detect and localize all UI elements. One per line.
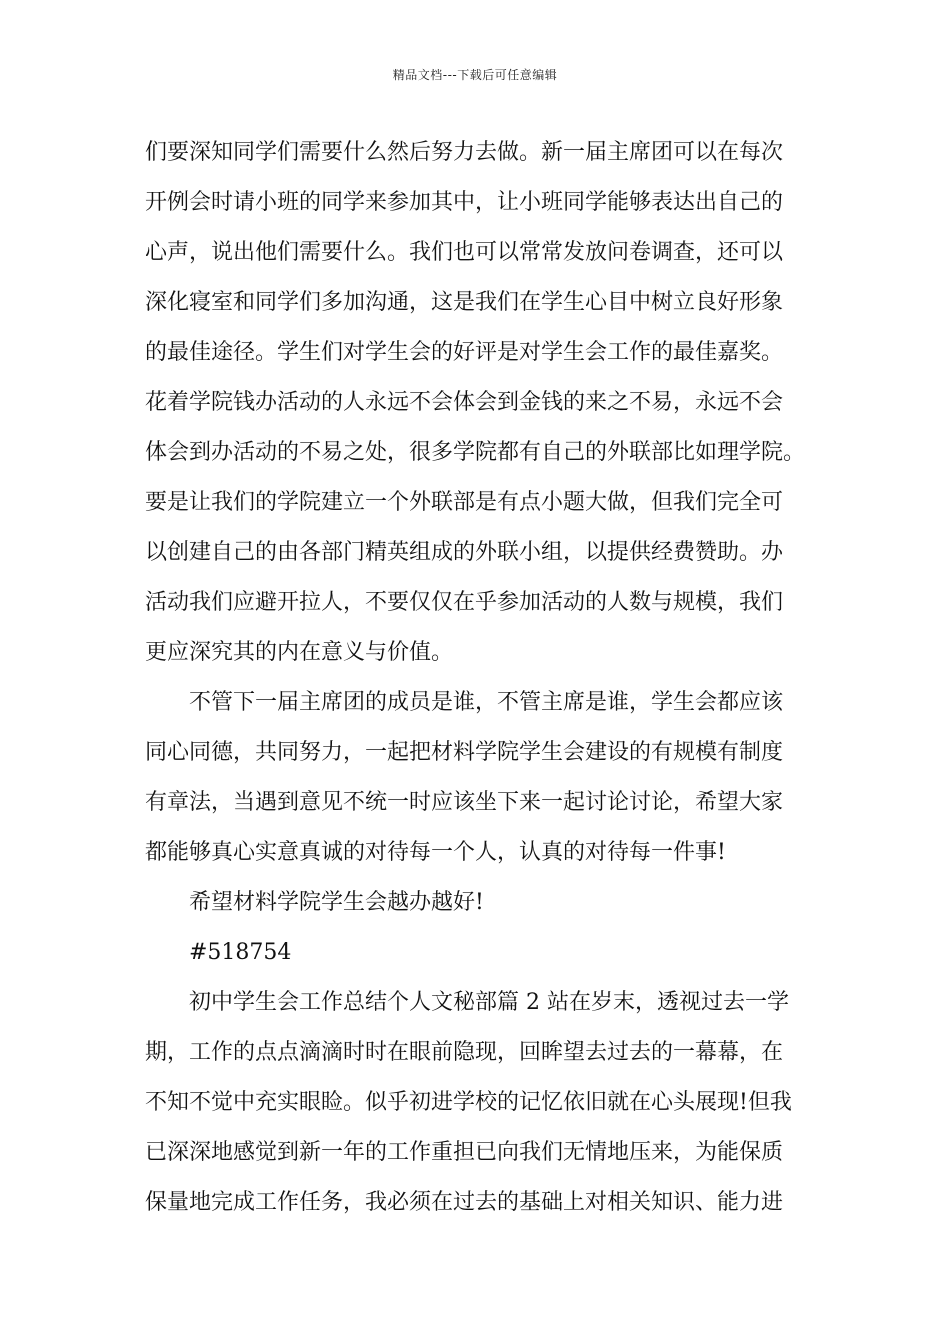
text-line: 保量地完成工作任务，我必须在过去的基础上对相关知识、能力进 [145,1190,784,1215]
text-line: 们要深知同学们需要什么然后努力去做。新一届主席团可以在每次 [145,140,784,165]
text-line: 同心同德，共同努力，一起把材料学院学生会建设的有规模有制度 [145,740,784,765]
document-id: #518754 [189,940,292,965]
text-line: 要是让我们的学院建立一个外联部是有点小题大做，但我们完全可 [145,490,784,515]
text-line: 心声，说出他们需要什么。我们也可以常常发放问卷调查，还可以 [145,240,784,265]
page-header: 精品文档---下载后可任意编辑 [392,68,558,82]
text-line: 更应深究其的内在意义与价值。 [145,640,454,665]
text-line: 以创建自己的由各部门精英组成的外联小组，以提供经费赞助。办 [145,540,784,565]
text-line: 都能够真心实意真诚的对待每一个人，认真的对待每一件事! [145,840,726,865]
text-line: 有章法，当遇到意见不统一时应该坐下来一起讨论讨论，希望大家 [145,790,784,815]
text-line: 已深深地感觉到新一年的工作重担已向我们无情地压来，为能保质 [145,1140,784,1165]
text-line: 深化寝室和同学们多加沟通，这是我们在学生心目中树立良好形象 [145,290,784,315]
text-line: 花着学院钱办活动的人永远不会体会到金钱的来之不易，永远不会 [145,390,784,415]
text-line: 不知不觉中充实眼睑。似乎初进学校的记忆依旧就在心头展现!但我 [145,1090,792,1115]
paragraph-first-line: 希望材料学院学生会越办越好! [189,890,484,915]
document-body [145,128,811,1228]
paragraph-first-line: 初中学生会工作总结个人文秘部篇 2 站在岁末，透视过去一学 [189,990,789,1015]
text-line: 的最佳途径。学生们对学生会的好评是对学生会工作的最佳嘉奖。 [145,340,784,365]
text-line: 开例会时请小班的同学来参加其中，让小班同学能够表达出自己的 [145,190,784,215]
text-line: 体会到办活动的不易之处，很多学院都有自己的外联部比如理学院。 [145,440,806,465]
text-line: 活动我们应避开拉人，不要仅仅在乎参加活动的人数与规模，我们 [145,590,784,615]
text-line: 期，工作的点点滴滴时时在眼前隐现，回眸望去过去的一幕幕，在 [145,1040,784,1065]
paragraph-first-line: 不管下一届主席团的成员是谁，不管主席是谁，学生会都应该 [189,690,784,715]
